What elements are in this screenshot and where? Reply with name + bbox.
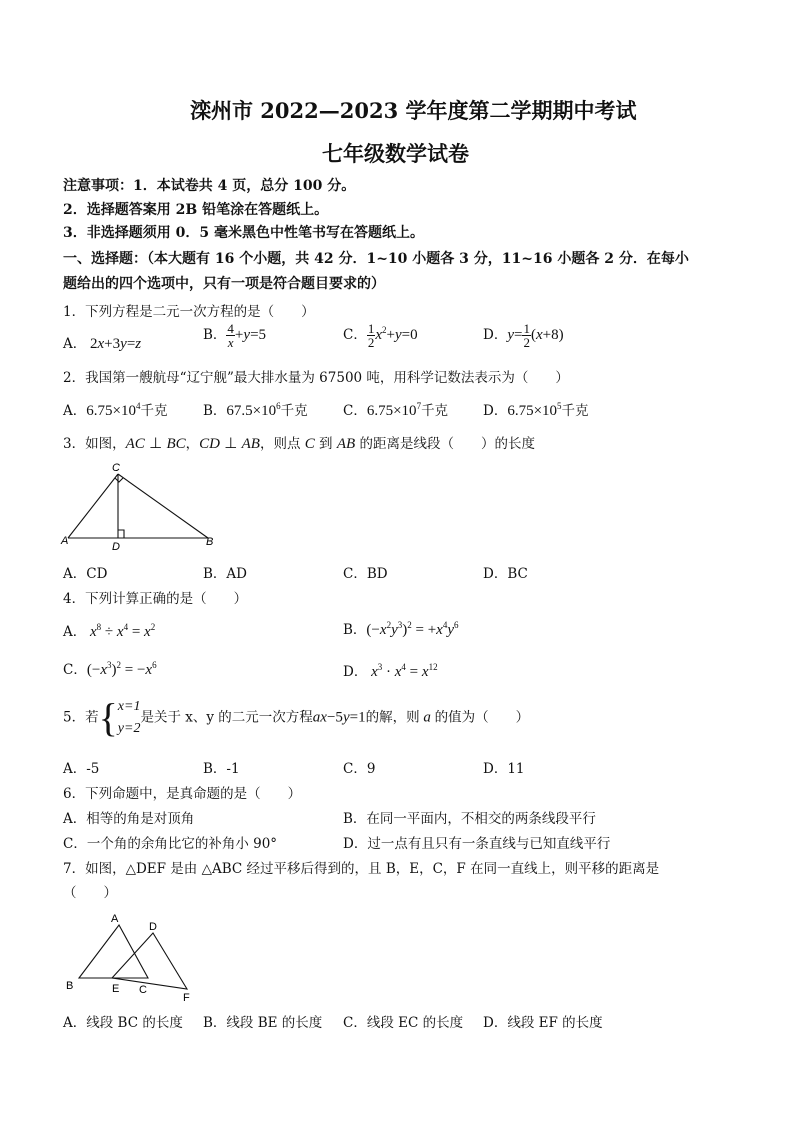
q2-option-d: D．$6.75\times 10^5$千克 — [483, 401, 589, 419]
label-c: C — [112, 462, 120, 474]
q3-option-d: D．BC — [483, 566, 528, 582]
q2-option-a: A．$6.75\times 10^4$千克 — [63, 401, 168, 419]
q7-option-c: C．线段 EC 的长度 — [343, 1015, 464, 1031]
label-c: C — [139, 984, 147, 996]
q3-option-a: A．CD — [63, 566, 108, 582]
q3-option-b: B．AD — [203, 566, 247, 582]
label-a: A — [111, 913, 119, 925]
q7-option-d: D．线段 EF 的长度 — [483, 1015, 603, 1031]
q3-stem: 3．如图，AC ⊥ BC，CD ⊥ AB，则点 C 到 AB 的距离是线段（ ）的长度 — [63, 436, 535, 452]
exam-title: 滦州市 2022—2023 学年度第二学期期中考试 — [190, 98, 637, 123]
triangle-abc — [79, 925, 148, 978]
q6-option-b: B．在同一平面内，不相交的两条线段平行 — [343, 811, 596, 827]
label-f: F — [183, 992, 190, 1004]
q4-option-b: B．$(-x^2y^3)^2 = +x^4y^6$ — [343, 620, 459, 638]
q1-option-b: B． $\frac{4}{x}$ +y=5 — [203, 321, 267, 350]
q7-option-a: A．线段 BC 的长度 — [63, 1015, 183, 1031]
q7-figure — [62, 905, 202, 1005]
segment-ac — [68, 474, 118, 538]
q7-option-b: B．线段 BE 的长度 — [203, 1015, 323, 1031]
triangle-def — [112, 933, 187, 989]
label-d: D — [112, 541, 120, 553]
q6-option-d: D．过一点有且只有一条直线与已知直线平行 — [343, 836, 611, 852]
right-angle-c — [115, 478, 123, 482]
note-1: 注意事项：1．本试卷共 4 页，总分 100 分。 — [63, 178, 356, 194]
q2-option-b: B．$67.5\times 10^6$千克 — [203, 401, 308, 419]
q4-option-c: C．$(-x^3)^2 = -x^6$ — [63, 660, 157, 678]
q5-option-a: A．-5 — [63, 761, 100, 777]
q4-option-d: D． $x^3 \cdot x^4 = x^{12}$ — [343, 662, 438, 680]
q4-option-a: A． $x^8 \div x^4 = x^2$ — [63, 622, 156, 640]
note-2: 2．选择题答案用 2B 铅笔涂在答题纸上。 — [63, 202, 329, 218]
label-a: A — [61, 535, 69, 547]
q2-option-c: C．$6.75\times 10^7$千克 — [343, 401, 449, 419]
q7-stem-cont: （ ） — [63, 885, 117, 901]
q6-option-a: A．相等的角是对顶角 — [63, 811, 195, 827]
q3-figure — [62, 460, 222, 552]
label-d: D — [149, 921, 157, 933]
q3-option-c: C．BD — [343, 566, 388, 582]
q6-option-c: C．一个角的余角比它的补角小 90° — [63, 836, 278, 852]
q2-stem: 2．我国第一艘航母“辽宁舰”最大排水量为 67500 吨，用科学记数法表示为（ ） — [63, 370, 569, 386]
note-3: 3．非选择题须用 0．5 毫米黑色中性笔书写在答题纸上。 — [63, 225, 424, 241]
exam-subtitle: 七年级数学试卷 — [322, 141, 469, 166]
q1-option-c: C． $\frac{1}{2}$ $x^2+y=0$ — [343, 321, 418, 350]
q5-option-b: B．-1 — [203, 761, 240, 777]
q4-stem: 4．下列计算正确的是（ ） — [63, 591, 248, 607]
segment-bc — [118, 474, 208, 538]
right-angle-d — [118, 530, 124, 538]
label-b: B — [66, 980, 74, 992]
q1-option-d: D．y= $\frac{1}{2}$ (x+8) — [483, 321, 564, 350]
q6-stem: 6．下列命题中，是真命题的是（ ） — [63, 786, 302, 802]
section-heading: 一、选择题：（本大题有 16 个小题，共 42 分．1~10 小题各 3 分，11~16 小题各 2 分．在每小 — [63, 251, 689, 267]
section-heading-cont: 题给出的四个选项中，只有一项是符合题目要求的） — [63, 276, 385, 292]
q1-stem: 1．下列方程是二元一次方程的是（ ） — [63, 304, 315, 320]
q7-stem: 7．如图，△DEF 是由 △ABC 经过平移后得到的，且 B，E，C，F 在同一直线上，则平移的距离是 — [63, 861, 660, 877]
q5-option-c: C．9 — [343, 761, 376, 777]
label-b: B — [206, 536, 214, 548]
q5-stem: 5．若{x=1 y=2是关于 x、y 的二元一次方程ax−5y=1的解，则 a 的值为（ ） — [63, 695, 530, 740]
label-e: E — [112, 983, 120, 995]
q5-option-d: D．11 — [483, 761, 525, 777]
q1-option-a: A． 2x+3y=z — [63, 336, 142, 352]
